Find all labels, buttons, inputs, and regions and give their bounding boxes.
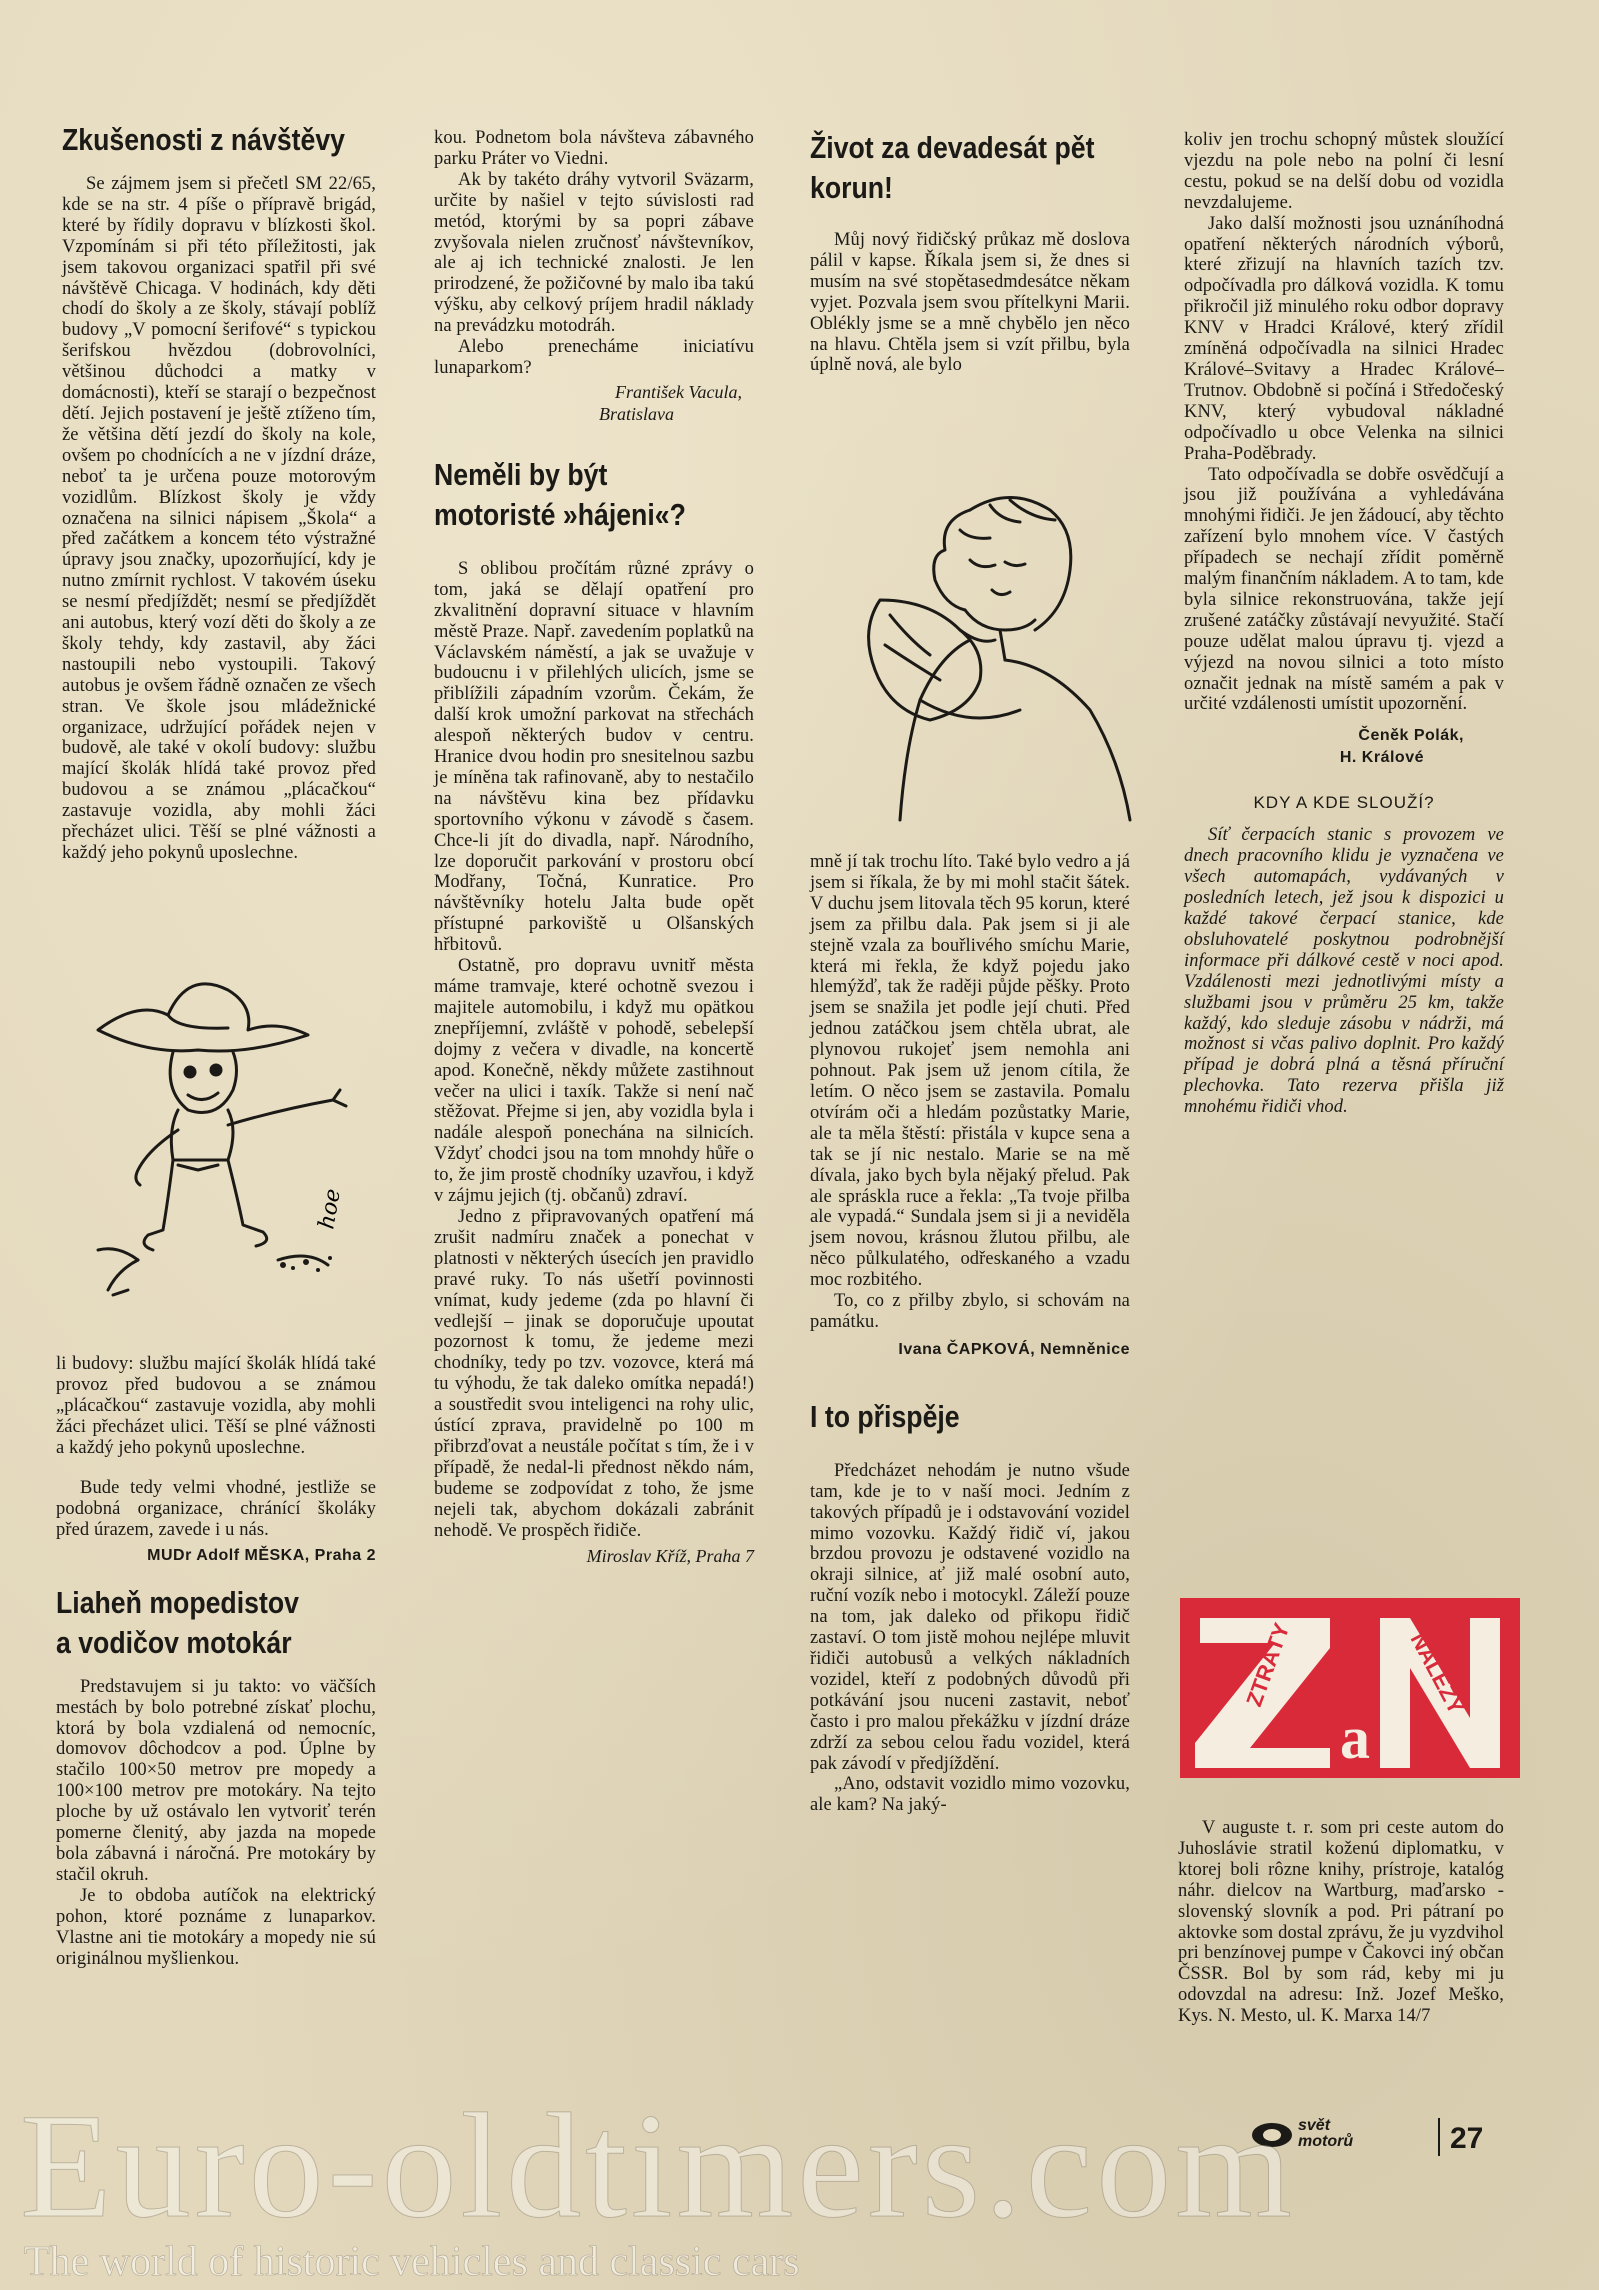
- article-author: Ivana ČAPKOVÁ, Nemněnice: [898, 1340, 1130, 1358]
- column-1-continued: [56, 1354, 376, 1969]
- article-paragraph: Můj nový řidičský průkaz mě doslova pálil v kapse. Říkala jsem si, že dnes si musím na své stopětasedmdesátce někam vyjet. Pozvala jsem svou přítelkyni Marii. Oblékly jsme se a mně chybělo jen něco na hlavu. Chtěla jsem si vzít přilbu, byla úplně nová, ale bylo: [810, 230, 1130, 376]
- article-body-zivot: [810, 230, 1130, 376]
- article-paragraph: Ak by takéto dráhy vytvoril Sväzarm, určite by našiel v tejto súvislosti rad metód, ktorými by sa popri zábave zvyšovala nielen zručnosť návštevníkov, ale aj ich technické znalosti. Je len prirodzené, že požičovné by malo iba takú výšku, aby celkový príjem hradil náklady na prevádzku motodráh.: [434, 169, 754, 337]
- article-body-liahen-cont: [434, 128, 754, 379]
- article-body-zkusenosti-end: [56, 1354, 376, 1541]
- cowboy-illustration: [78, 960, 378, 1320]
- article-author-city: H. Králové: [1339, 749, 1424, 767]
- article-title-i-to-prispeje: I to přispěje: [810, 1398, 960, 1434]
- magazine-name: [1298, 2118, 1353, 2150]
- zn-logo-word-ztraty: ZTRÁTY: [1241, 1619, 1295, 1710]
- magazine-name-line1: svět: [1298, 2117, 1331, 2134]
- article-body-zivot-cont: [810, 852, 1130, 1333]
- article-paragraph: mně jí tak trochu líto. Také bylo vedro a já jsem si říkala, že by mi mohl stačit šátek. V duchu jsem litovala těch 95 korun, které jsem za přilbu dala. Pak jsem si ji ale stejně vzala za bouřlivého smíchu Marie, která mi řekla, že když pojedu jako hlemýžď, tak že raději půjde pěšky. Proto jsem se snažila jet podle její chuti. Před jednou zatáčkou jsem chtěla ubrat, ale plynovou rukojeť jsem nemohla ani pohnout. Pak jsem už jenom cítila, že letím. O něco jsem se zastavila. Pomalu otvírám oči a hledám pozůstatky Marie, ale ta měla štěstí: přistála v kupce sena a tak se jí nic nestalo. Marie se na mě dívala, jako bych byla nějaký přelud. Pak ale spráskla ruce a řekla: „Ta tvoje přilba ale vypadá.“ Sundala jsem si ji a neviděla jsem novou, krásnou žlutou přilbu, ale něco půlkulatého, odřeskaného a vzadu moc rozbitého.: [810, 852, 1130, 1291]
- article-title-line: Život za devadesát pět: [810, 130, 1095, 165]
- article-title-line: motoristé »hájeni«?: [434, 496, 686, 532]
- article-paragraph: Predstavujem si ju takto: vo väčších mestách by bolo potrebné získať plochu, ktorá by bola vzdialená od nemocníc, domovov dôchodcov a pod. Úplne by stačilo 100×50 metrov pre mopedy a 100×100 metrov pre motokáry. Na tejto ploche by už ostávalo len vytvoriť terén pomerne členitý, aby jazda na mopede bola zábavná i náročná. Pre motokáry by stačil okruh.: [56, 1676, 376, 1885]
- article-paragraph: To, co z přilby zbylo, si schovám na památku.: [810, 1291, 1130, 1332]
- lostfound-body: [1178, 1818, 1504, 2027]
- article-paragraph: Předcházet nehodám je nutno všude tam, kde je to v naší moci. Jedním z takových případů je i odstavování vozidel mimo vozovku. Každý řidič ví, jakou brzdou provozu je odstavené vozidlo na okraji silnice, ať již malé osobní auto, ruční vozík nebo i motocykl. Záleží pouze na tom, jak daleko od přikopu řidič zastaví. O tom jistě mohou nejlépe mluvit řidiči autobusů a velkých nákladních vozidel, kteří z podobných důvodů při potkávání jsou nuceni zastavit, neboť často i pro malou překážku v jízdní dráze zdrží za sebou celou řadu vozidel, která pak závodí v předjíždění.: [810, 1460, 1130, 1774]
- article-paragraph: Jako další možnosti jsou uznáníhodná opatření některých národních výborů, které zřizují na hlavních tazích tzv. odpočívadla pro dálková vozidla. K tomu přikročil již minulého roku odbor dopravy KNV v Hradci Králové, který zřídil zmíněná odpočívadla na silnici Hradec Králové–Svitavy a Hradec Králové–Trutnov. Obdobně si počíná i Středočeský KNV, který vybudoval nákladné odpočívadlo u obce Velenka na silnici Praha-Poděbrady.: [1184, 213, 1504, 464]
- column-3: [810, 128, 1130, 376]
- sidebar-title: KDY A KDE SLOUŽÍ?: [1253, 793, 1435, 813]
- column-4: [1184, 130, 1504, 1118]
- ztraty-nalezy-logo: [1180, 1598, 1520, 1778]
- article-paragraph: [56, 1354, 376, 1478]
- article-paragraph: Bude tedy velmi vhodné, jestliže se podobná organizace, chránící školáky před úrazem, zavede i u nás.: [56, 1478, 376, 1540]
- article-paragraph: Ostatně, pro dopravu uvnitř města máme tramvaje, které ochotně svezou i majitele automobilu, i když mu opätkou znepříjemní, zvláště v pohodě, sebelepší dojmy z večera v divadle, na koncertě apod. Konečně, někdy můžete zastihnout večer na ulici i taxík. Takže si není nač stěžovat. Přejme si jen, aby vozidla byla i nadále alespoň ponechána na silnicích. Vždyť chodci jsou na tom mnohdy hůře o to, že jim prostě chodníky uzavřou, i když v zájmu jejich (tj. občanů) zdraví.: [434, 956, 754, 1207]
- column-1: [62, 120, 376, 863]
- article-body-liahen: [56, 1677, 376, 1970]
- article-body-nemeli: [434, 559, 754, 1542]
- article-author: Miroslav Kříž, Praha 7: [586, 1546, 754, 1567]
- zn-logo-word-nalezy: NÁLEZY: [1405, 1628, 1469, 1719]
- zn-logo-a: a: [1340, 1705, 1370, 1771]
- article-paragraph: Je to obdoba autíčok na elektrický pohon, ktoré poznáme z lunaparkov. Vlastne ani tie motokáry a mopedy nie sú originálnou myšlienkou.: [56, 1885, 376, 1969]
- sidebar-body: [1184, 825, 1504, 1118]
- article-title-line: Neměli by být: [434, 456, 608, 492]
- column-3-continued: [810, 852, 1130, 1816]
- article-title-zkusenosti: Zkušenosti z návštěvy: [62, 122, 346, 157]
- article-paragraph: kou. Podnetom bola návšteva zábavného parku Práter vo Viedni.: [434, 128, 754, 169]
- woman-illustration: [820, 480, 1140, 840]
- lostfound-paragraph: V auguste t. r. som pri ceste autom do Juhoslávie stratil koženú diplomatku, v ktorej boli rôzne knihy, prístroje, katalóg náhr. dielcov na Wartburg, maďarsko - slovenský slovník a pod. Pri pátraní po aktovke som dostal zprávu, že ju vyzdvihol pri benzínovej pumpe v Čakovci iný občan ČSSR. Bol by som rád, keby mi ju odovzdal na adresu: Inž. Jozef Meško, Kys. N. Mesto, ul. K. Marxa 14/7: [1178, 1818, 1504, 2027]
- article-title-line: korun!: [810, 170, 893, 205]
- article-title-line: Liaheň mopedistov: [56, 1584, 299, 1620]
- svg-text:hoe: hoe: [314, 1186, 346, 1232]
- article-paragraph: Se zájmem jsem si přečetl SM 22/65, kde se na str. 4 píše o přípravě brigád, které by řídily dopravu v blízkosti škol. Vzpomínám si při této příležitosti, jak jsem takovou organizaci spatřil při své návštěvě Chicaga. V hodinách, kdy děti chodí do školy a ze školy, stávají poblíž budovy „V pomocní šerifové“ s typickou šerifskou hvězdou (dobrovolníci, většinou důchodci a matky v domácnosti), kteří se starají o bezpečnost dětí. Jejich postavení je ještě ztíženo tím, že většina dětí jezdí do školy na kole, ovšem po chodnících a ne v jízdní dráze, neboť ta je určena pouze motorovým vozidlům. Blízkost školy je vždy označena na silnici nápisem „Škola“ a před začátkem a koncem této výstražné úpravy jsou značky, upozorňující, kdy je nutno zmírnit rychlost. V takovém úseku se nesmí předjíždět; nesmí se předjíždět ani autobus, který vozí děti do školy a ze školy tehdy, kdy zastavil, aby žáci nastoupili nebo vystoupili. Takový autobus je ovšem řádně označen ze všech stran. Ve škole jsou mládežnické organizace, udržující pořádek nejen v budově, ale také v okolí budovy: službu mající školák hlídá také provoz před budovou a se známou „plácačkou“ zastavuje vozidla, aby mohli žáci přecházet ulici. Těší se plné vážnosti a každý jeho pokynů uposlechne.: [62, 174, 376, 863]
- article-body-i-to-prispeje: [810, 1461, 1130, 1816]
- article-body-i-to-prispeje-cont: [1184, 130, 1504, 715]
- article-author-city: Bratislava: [599, 403, 674, 424]
- page-number: 27: [1450, 2122, 1484, 2155]
- column-2: [434, 128, 754, 1577]
- page-divider: [1438, 2118, 1440, 2156]
- article-paragraph: koliv jen trochu schopný můstek sloužící vjezdu na pole nebo na polní či lesní cestu, pokud se na delší dobu od vozidla nevzdalujeme.: [1184, 130, 1504, 213]
- column-4-lostfound: [1178, 1818, 1504, 2027]
- article-paragraph-tail: li budovy: službu mající školák hlídá také provoz před budovou a se známou „plácačkou“ zastavuje vozidla, aby mohli žáci přecházet ulici. Těší se plné vážnosti a každý jeho pokynů uposlechne.: [56, 1354, 376, 1458]
- watermark: Euro-oldtimers.com: [20, 2083, 1296, 2249]
- article-title-line: a vodičov motokár: [56, 1624, 292, 1660]
- article-author: Čeněk Polák,: [1358, 727, 1464, 745]
- magazine-name-line2: motorů: [1298, 2133, 1354, 2150]
- article-paragraph: Jedno z připravovaných opatření má zrušit nadmíru značek a ponechat v platnosti v některých úsecích jen pravidlo pravé ruky. To nás ušetří povinnosti vnímat, kudy jedeme (zda po hlavní či vedlejší – jinak se doporučuje upoutat pozornost k tomu, že jedeme mezi chodníky, tedy po tzv. vozovce, která má tu výhodu, že tak daleko omítka nepadá!) a soustředit svou inteligenci na rohy ulic, ústící zprava, pravidelně po 100 m přibrzďovat a neustále počítat s tím, že i v případě, že nedal-li přednost někdo nám, budeme se zodpovídat z toho, že jsme nejeli tak, abychom dokázali zabránit nehodě. Ve prospěch řidiče.: [434, 1206, 754, 1541]
- article-author: MUDr Adolf MĚSKA, Praha 2: [147, 1546, 376, 1564]
- article-body-zkusenosti: [62, 174, 376, 863]
- article-paragraph: S oblibou pročítám různé zprávy o tom, jaká se dělají opatření pro zkvalitnění dopravní situace v hlavním městě Praze. Např. zavedením poplatků na Václavském náměstí, a jak se uvažuje v budoucnu i v přilehlých ulicích, jsme se přiblížili západním vzorům. Čekám, že další krok umožní parkovat na střechách alespoň některých budov v centru. Hranice dvou hodin pro snesitelnou sazbu je míněna tak rafinovaně, aby to nestačilo na návštěvu kina bez přídavku sportovního výkonu v závodě s časem. Chce-li jít do divadla, např. Národního, lze doporučit parkování v prostoru obcí Modřany, Točná, Kunratice. Pro návštěvníky hotelu Jalta bude opět přístupné parkoviště u Olšanských hřbitovů.: [434, 558, 754, 956]
- article-title-liahen: [56, 1583, 376, 1663]
- sidebar-paragraph: Síť čerpacích stanic s provozem ve dnech pracovního klidu je vyznačena ve všech automapách, vydávaných v posledních letech, jež jsou k dispozici u každé takové čerpací stanice, kde obsluhovatelé poskytnou podrobnější informace při dálkové cestě v noci apod. Vzdálenosti mezi jednotlivými místy a službami jsou v průměru 25 km, takže každý, kdo sleduje zásobu v nádrži, má možnost si včas palivo doplnit. Pro každý případ je dobrá plná a těsná příruční plechovka. Tato rezerva přišla již mnohému řidiči vhod.: [1184, 825, 1504, 1118]
- watermark-tagline: The world of historic vehicles and classic cars: [24, 2239, 800, 2285]
- article-paragraph: Alebo prenecháme iniciatívu lunaparkom?: [434, 337, 754, 378]
- article-author: František Vacula,: [615, 381, 742, 402]
- article-paragraph: Tato odpočívadla se dobře osvědčují a jsou již používána a vyhledávána mnohými řidiči. Je jen žádoucí, aby těchto zařízení bylo mnohem více. V častých případech se nechají zřídit poměrně malým finančním nákladem. A to tam, kde byla silnice rekonstruována, takže její zrušené zatáčky zůstávají nevyužité. Stačí pouze udělat malou úpravu tj. vjezd a výjezd na novou silnici a toto místo označit jednak na místě samém a pak v určité vzdálenosti umístit upozornění.: [1184, 464, 1504, 715]
- article-paragraph: „Ano, odstavit vozidlo mimo vozovku, ale kam? Na jaký-: [810, 1774, 1130, 1816]
